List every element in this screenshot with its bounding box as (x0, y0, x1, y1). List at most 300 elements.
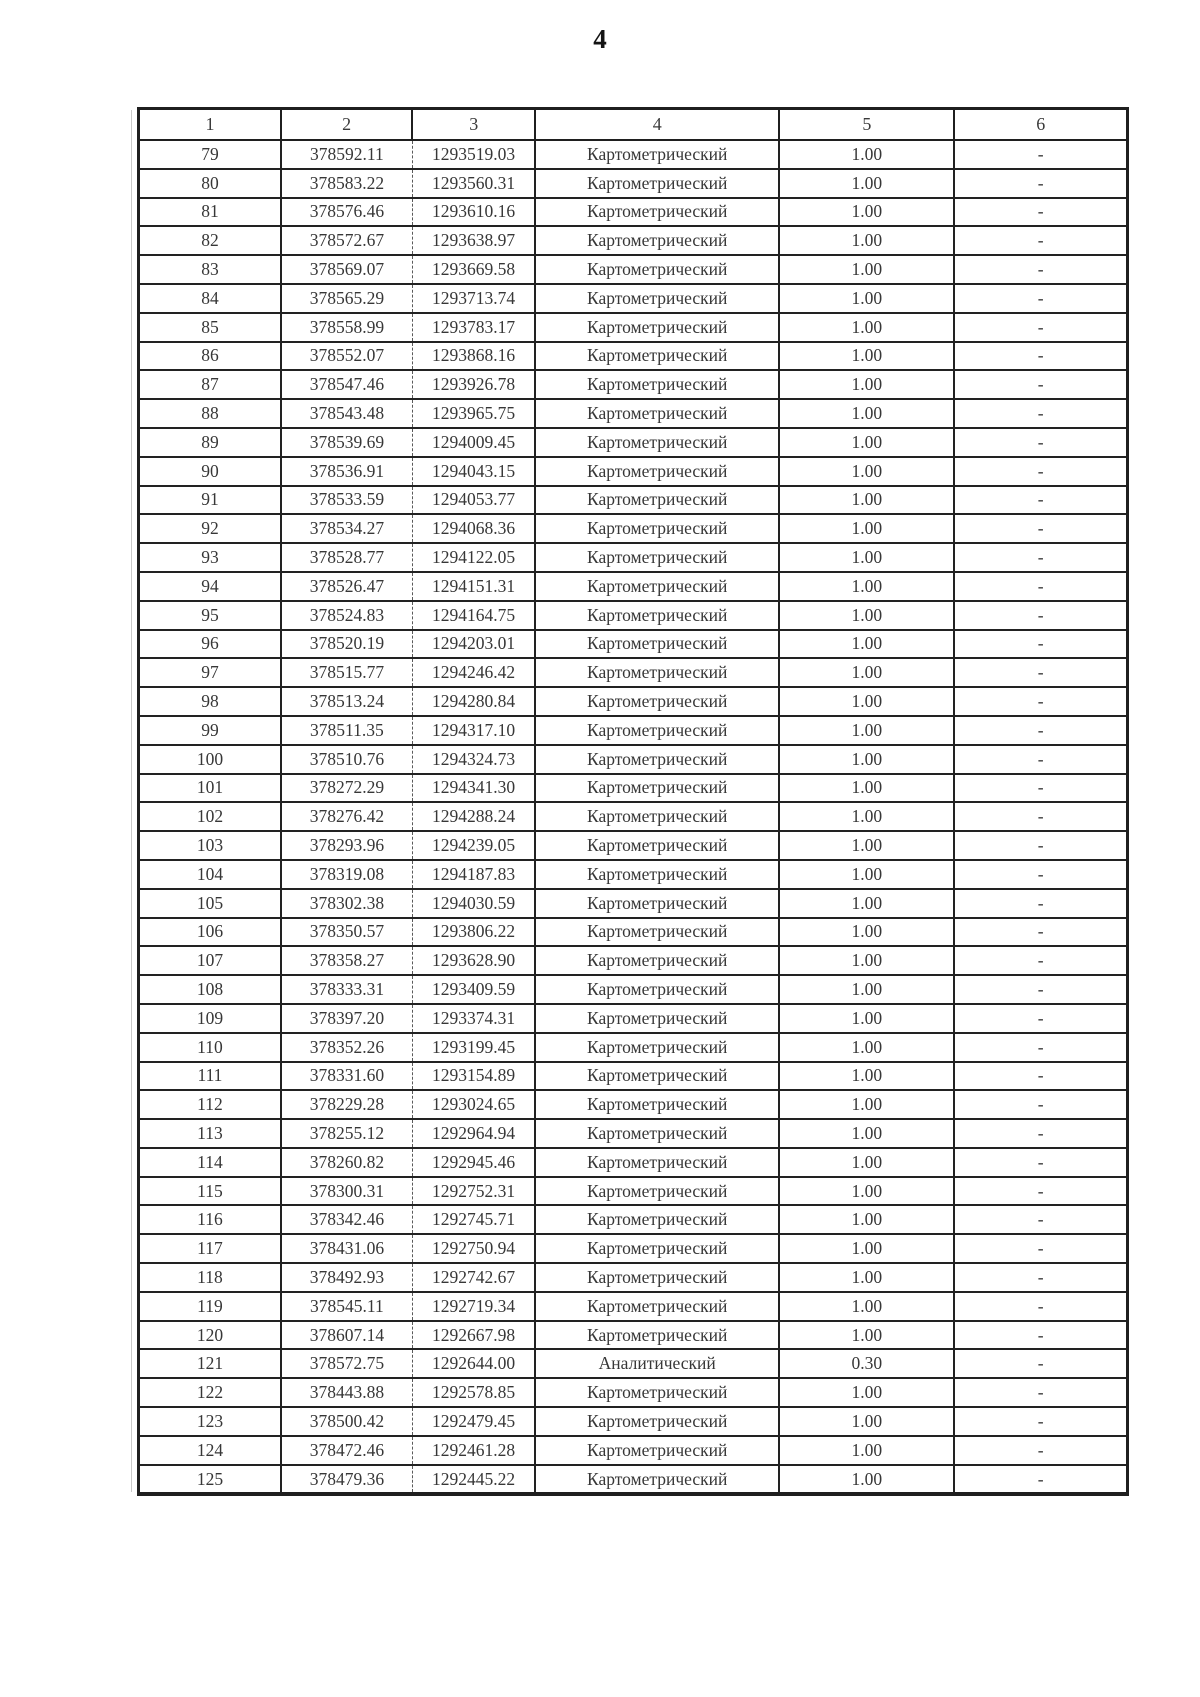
table-row (139, 169, 1128, 198)
note-cell: - (954, 745, 1127, 774)
point-number-cell: 79 (139, 140, 281, 169)
note-cell: - (954, 918, 1127, 947)
point-number-cell: 115 (139, 1177, 281, 1206)
table-row (139, 1119, 1128, 1148)
table-row (139, 514, 1128, 543)
x-coordinate-cell: 378350.57 (281, 918, 413, 947)
precision-cell: 1.00 (779, 1436, 954, 1465)
precision-cell: 1.00 (779, 1062, 954, 1091)
x-coordinate-cell: 378331.60 (281, 1062, 413, 1091)
method-cell: Картометрический (535, 1407, 779, 1436)
note-cell: - (954, 1090, 1127, 1119)
note-cell: - (954, 860, 1127, 889)
x-coordinate-cell: 378300.31 (281, 1177, 413, 1206)
note-cell: - (954, 342, 1127, 371)
table-row (139, 1321, 1128, 1350)
x-coordinate-cell: 378431.06 (281, 1234, 413, 1263)
x-coordinate-cell: 378545.11 (281, 1292, 413, 1321)
precision-cell: 1.00 (779, 169, 954, 198)
point-number-cell: 90 (139, 457, 281, 486)
x-coordinate-cell: 378592.11 (281, 140, 413, 169)
column-header: 2 (281, 109, 413, 141)
precision-cell: 1.00 (779, 774, 954, 803)
point-number-cell: 113 (139, 1119, 281, 1148)
table-row (139, 975, 1128, 1004)
precision-cell: 1.00 (779, 1004, 954, 1033)
point-number-cell: 95 (139, 601, 281, 630)
point-number-cell: 85 (139, 313, 281, 342)
method-cell: Картометрический (535, 1205, 779, 1234)
x-coordinate-cell: 378558.99 (281, 313, 413, 342)
precision-cell: 1.00 (779, 1234, 954, 1263)
table-row (139, 1148, 1128, 1177)
precision-cell: 1.00 (779, 313, 954, 342)
method-cell: Картометрический (535, 428, 779, 457)
note-cell: - (954, 370, 1127, 399)
y-coordinate-cell: 1292719.34 (412, 1292, 535, 1321)
method-cell: Картометрический (535, 1378, 779, 1407)
point-number-cell: 110 (139, 1033, 281, 1062)
x-coordinate-cell: 378333.31 (281, 975, 413, 1004)
point-number-cell: 120 (139, 1321, 281, 1350)
y-coordinate-cell: 1294151.31 (412, 572, 535, 601)
y-coordinate-cell: 1294324.73 (412, 745, 535, 774)
precision-cell: 1.00 (779, 716, 954, 745)
x-coordinate-cell: 378293.96 (281, 831, 413, 860)
y-coordinate-cell: 1293669.58 (412, 255, 535, 284)
method-cell: Картометрический (535, 313, 779, 342)
precision-cell: 1.00 (779, 1378, 954, 1407)
table-row (139, 831, 1128, 860)
y-coordinate-cell: 1294122.05 (412, 543, 535, 572)
precision-cell: 1.00 (779, 658, 954, 687)
note-cell: - (954, 399, 1127, 428)
point-number-cell: 102 (139, 802, 281, 831)
table-row (139, 226, 1128, 255)
table-row (139, 1292, 1128, 1321)
table-row (139, 1378, 1128, 1407)
x-coordinate-cell: 378397.20 (281, 1004, 413, 1033)
precision-cell: 1.00 (779, 140, 954, 169)
precision-cell: 1.00 (779, 1033, 954, 1062)
method-cell: Картометрический (535, 370, 779, 399)
point-number-cell: 104 (139, 860, 281, 889)
point-number-cell: 94 (139, 572, 281, 601)
precision-cell: 1.00 (779, 1465, 954, 1495)
note-cell: - (954, 802, 1127, 831)
table-row (139, 313, 1128, 342)
x-coordinate-cell: 378302.38 (281, 889, 413, 918)
method-cell: Картометрический (535, 658, 779, 687)
y-coordinate-cell: 1293783.17 (412, 313, 535, 342)
note-cell: - (954, 198, 1127, 227)
note-cell: - (954, 514, 1127, 543)
y-coordinate-cell: 1292945.46 (412, 1148, 535, 1177)
y-coordinate-cell: 1294288.24 (412, 802, 535, 831)
method-cell: Картометрический (535, 342, 779, 371)
table-body (139, 140, 1128, 1494)
precision-cell: 1.00 (779, 1177, 954, 1206)
point-number-cell: 116 (139, 1205, 281, 1234)
table-row (139, 457, 1128, 486)
y-coordinate-cell: 1292479.45 (412, 1407, 535, 1436)
note-cell: - (954, 1292, 1127, 1321)
method-cell: Картометрический (535, 889, 779, 918)
column-header: 3 (412, 109, 535, 141)
y-coordinate-cell: 1293560.31 (412, 169, 535, 198)
point-number-cell: 108 (139, 975, 281, 1004)
table-row (139, 745, 1128, 774)
table-row (139, 1407, 1128, 1436)
method-cell: Картометрический (535, 831, 779, 860)
x-coordinate-cell: 378536.91 (281, 457, 413, 486)
note-cell: - (954, 1407, 1127, 1436)
point-number-cell: 105 (139, 889, 281, 918)
method-cell: Картометрический (535, 1177, 779, 1206)
note-cell: - (954, 1004, 1127, 1033)
method-cell: Картометрический (535, 774, 779, 803)
point-number-cell: 121 (139, 1349, 281, 1378)
method-cell: Картометрический (535, 140, 779, 169)
x-coordinate-cell: 378543.48 (281, 399, 413, 428)
table-row (139, 399, 1128, 428)
note-cell: - (954, 831, 1127, 860)
method-cell: Картометрический (535, 1062, 779, 1091)
note-cell: - (954, 946, 1127, 975)
note-cell: - (954, 1205, 1127, 1234)
y-coordinate-cell: 1294341.30 (412, 774, 535, 803)
x-coordinate-cell: 378443.88 (281, 1378, 413, 1407)
precision-cell: 1.00 (779, 1263, 954, 1292)
note-cell: - (954, 716, 1127, 745)
note-cell: - (954, 601, 1127, 630)
method-cell: Картометрический (535, 1234, 779, 1263)
y-coordinate-cell: 1292964.94 (412, 1119, 535, 1148)
x-coordinate-cell: 378513.24 (281, 687, 413, 716)
y-coordinate-cell: 1294053.77 (412, 486, 535, 515)
y-coordinate-cell: 1294030.59 (412, 889, 535, 918)
point-number-cell: 82 (139, 226, 281, 255)
precision-cell: 1.00 (779, 975, 954, 1004)
precision-cell: 1.00 (779, 226, 954, 255)
table-row (139, 630, 1128, 659)
table-row (139, 1062, 1128, 1091)
y-coordinate-cell: 1293610.16 (412, 198, 535, 227)
y-coordinate-cell: 1293024.65 (412, 1090, 535, 1119)
precision-cell: 1.00 (779, 370, 954, 399)
precision-cell: 1.00 (779, 1321, 954, 1350)
table-header (139, 109, 1128, 141)
y-coordinate-cell: 1294187.83 (412, 860, 535, 889)
column-header: 4 (535, 109, 779, 141)
note-cell: - (954, 1119, 1127, 1148)
note-cell: - (954, 457, 1127, 486)
x-coordinate-cell: 378500.42 (281, 1407, 413, 1436)
method-cell: Картометрический (535, 946, 779, 975)
precision-cell: 1.00 (779, 1148, 954, 1177)
point-number-cell: 112 (139, 1090, 281, 1119)
method-cell: Картометрический (535, 1033, 779, 1062)
table-row (139, 1004, 1128, 1033)
method-cell: Картометрический (535, 630, 779, 659)
point-number-cell: 103 (139, 831, 281, 860)
x-coordinate-cell: 378515.77 (281, 658, 413, 687)
table-row (139, 687, 1128, 716)
precision-cell: 1.00 (779, 860, 954, 889)
note-cell: - (954, 658, 1127, 687)
x-coordinate-cell: 378569.07 (281, 255, 413, 284)
x-coordinate-cell: 378607.14 (281, 1321, 413, 1350)
y-coordinate-cell: 1292750.94 (412, 1234, 535, 1263)
x-coordinate-cell: 378526.47 (281, 572, 413, 601)
y-coordinate-cell: 1294280.84 (412, 687, 535, 716)
point-number-cell: 107 (139, 946, 281, 975)
table-row (139, 1436, 1128, 1465)
precision-cell: 1.00 (779, 1292, 954, 1321)
method-cell: Картометрический (535, 1321, 779, 1350)
method-cell: Картометрический (535, 514, 779, 543)
point-number-cell: 84 (139, 284, 281, 313)
note-cell: - (954, 889, 1127, 918)
x-coordinate-cell: 378492.93 (281, 1263, 413, 1292)
point-number-cell: 119 (139, 1292, 281, 1321)
precision-cell: 1.00 (779, 831, 954, 860)
point-number-cell: 111 (139, 1062, 281, 1091)
x-coordinate-cell: 378520.19 (281, 630, 413, 659)
x-coordinate-cell: 378319.08 (281, 860, 413, 889)
point-number-cell: 98 (139, 687, 281, 716)
point-number-cell: 88 (139, 399, 281, 428)
method-cell: Картометрический (535, 975, 779, 1004)
method-cell: Картометрический (535, 169, 779, 198)
point-number-cell: 118 (139, 1263, 281, 1292)
precision-cell: 1.00 (779, 457, 954, 486)
note-cell: - (954, 140, 1127, 169)
note-cell: - (954, 1263, 1127, 1292)
point-number-cell: 117 (139, 1234, 281, 1263)
method-cell: Картометрический (535, 226, 779, 255)
note-cell: - (954, 1033, 1127, 1062)
table-row (139, 1263, 1128, 1292)
method-cell: Картометрический (535, 1119, 779, 1148)
method-cell: Картометрический (535, 918, 779, 947)
precision-cell: 1.00 (779, 889, 954, 918)
precision-cell: 1.00 (779, 1205, 954, 1234)
column-header: 6 (954, 109, 1127, 141)
x-coordinate-cell: 378260.82 (281, 1148, 413, 1177)
precision-cell: 1.00 (779, 946, 954, 975)
x-coordinate-cell: 378272.29 (281, 774, 413, 803)
precision-cell: 0.30 (779, 1349, 954, 1378)
note-cell: - (954, 774, 1127, 803)
method-cell: Аналитический (535, 1349, 779, 1378)
point-number-cell: 101 (139, 774, 281, 803)
table-row (139, 716, 1128, 745)
table-row (139, 284, 1128, 313)
x-coordinate-cell: 378547.46 (281, 370, 413, 399)
point-number-cell: 80 (139, 169, 281, 198)
precision-cell: 1.00 (779, 687, 954, 716)
x-coordinate-cell: 378528.77 (281, 543, 413, 572)
method-cell: Картометрический (535, 601, 779, 630)
precision-cell: 1.00 (779, 255, 954, 284)
y-coordinate-cell: 1292667.98 (412, 1321, 535, 1350)
method-cell: Картометрический (535, 716, 779, 745)
table-row (139, 1205, 1128, 1234)
point-number-cell: 123 (139, 1407, 281, 1436)
precision-cell: 1.00 (779, 572, 954, 601)
y-coordinate-cell: 1293638.97 (412, 226, 535, 255)
table-row (139, 572, 1128, 601)
method-cell: Картометрический (535, 486, 779, 515)
table-row (139, 1465, 1128, 1495)
precision-cell: 1.00 (779, 342, 954, 371)
x-coordinate-cell: 378572.67 (281, 226, 413, 255)
y-coordinate-cell: 1293806.22 (412, 918, 535, 947)
note-cell: - (954, 169, 1127, 198)
point-number-cell: 100 (139, 745, 281, 774)
y-coordinate-cell: 1294203.01 (412, 630, 535, 659)
table-row (139, 889, 1128, 918)
note-cell: - (954, 1234, 1127, 1263)
table-row (139, 1349, 1128, 1378)
x-coordinate-cell: 378472.46 (281, 1436, 413, 1465)
note-cell: - (954, 313, 1127, 342)
x-coordinate-cell: 378552.07 (281, 342, 413, 371)
x-coordinate-cell: 378276.42 (281, 802, 413, 831)
method-cell: Картометрический (535, 1436, 779, 1465)
y-coordinate-cell: 1293409.59 (412, 975, 535, 1004)
precision-cell: 1.00 (779, 918, 954, 947)
y-coordinate-cell: 1292461.28 (412, 1436, 535, 1465)
table-row (139, 658, 1128, 687)
table-row (139, 918, 1128, 947)
note-cell: - (954, 1349, 1127, 1378)
precision-cell: 1.00 (779, 399, 954, 428)
note-cell: - (954, 572, 1127, 601)
precision-cell: 1.00 (779, 601, 954, 630)
note-cell: - (954, 1062, 1127, 1091)
method-cell: Картометрический (535, 255, 779, 284)
method-cell: Картометрический (535, 1263, 779, 1292)
note-cell: - (954, 1177, 1127, 1206)
y-coordinate-cell: 1293154.89 (412, 1062, 535, 1091)
note-cell: - (954, 687, 1127, 716)
table-row (139, 198, 1128, 227)
y-coordinate-cell: 1292752.31 (412, 1177, 535, 1206)
y-coordinate-cell: 1293868.16 (412, 342, 535, 371)
point-number-cell: 86 (139, 342, 281, 371)
x-coordinate-cell: 378229.28 (281, 1090, 413, 1119)
x-coordinate-cell: 378572.75 (281, 1349, 413, 1378)
column-header: 1 (139, 109, 281, 141)
scan-edge-artifact (131, 110, 132, 1492)
method-cell: Картометрический (535, 457, 779, 486)
y-coordinate-cell: 1293713.74 (412, 284, 535, 313)
point-number-cell: 89 (139, 428, 281, 457)
table-row (139, 140, 1128, 169)
method-cell: Картометрический (535, 1090, 779, 1119)
x-coordinate-cell: 378479.36 (281, 1465, 413, 1495)
y-coordinate-cell: 1292745.71 (412, 1205, 535, 1234)
note-cell: - (954, 226, 1127, 255)
x-coordinate-cell: 378342.46 (281, 1205, 413, 1234)
y-coordinate-cell: 1294246.42 (412, 658, 535, 687)
note-cell: - (954, 975, 1127, 1004)
note-cell: - (954, 543, 1127, 572)
point-number-cell: 106 (139, 918, 281, 947)
table-row (139, 802, 1128, 831)
point-number-cell: 87 (139, 370, 281, 399)
precision-cell: 1.00 (779, 428, 954, 457)
point-number-cell: 122 (139, 1378, 281, 1407)
note-cell: - (954, 630, 1127, 659)
y-coordinate-cell: 1292644.00 (412, 1349, 535, 1378)
y-coordinate-cell: 1293374.31 (412, 1004, 535, 1033)
table-row (139, 601, 1128, 630)
note-cell: - (954, 284, 1127, 313)
note-cell: - (954, 255, 1127, 284)
point-number-cell: 92 (139, 514, 281, 543)
table-row (139, 342, 1128, 371)
method-cell: Картометрический (535, 399, 779, 428)
x-coordinate-cell: 378255.12 (281, 1119, 413, 1148)
note-cell: - (954, 428, 1127, 457)
method-cell: Картометрический (535, 745, 779, 774)
x-coordinate-cell: 378539.69 (281, 428, 413, 457)
precision-cell: 1.00 (779, 486, 954, 515)
precision-cell: 1.00 (779, 1090, 954, 1119)
y-coordinate-cell: 1292742.67 (412, 1263, 535, 1292)
x-coordinate-cell: 378358.27 (281, 946, 413, 975)
note-cell: - (954, 486, 1127, 515)
header-row (139, 109, 1128, 141)
table-row (139, 255, 1128, 284)
point-number-cell: 93 (139, 543, 281, 572)
precision-cell: 1.00 (779, 802, 954, 831)
precision-cell: 1.00 (779, 1119, 954, 1148)
table-row (139, 1090, 1128, 1119)
y-coordinate-cell: 1293628.90 (412, 946, 535, 975)
method-cell: Картометрический (535, 1292, 779, 1321)
table-row (139, 370, 1128, 399)
method-cell: Картометрический (535, 687, 779, 716)
y-coordinate-cell: 1294009.45 (412, 428, 535, 457)
precision-cell: 1.00 (779, 198, 954, 227)
x-coordinate-cell: 378565.29 (281, 284, 413, 313)
table-row (139, 428, 1128, 457)
x-coordinate-cell: 378576.46 (281, 198, 413, 227)
x-coordinate-cell: 378533.59 (281, 486, 413, 515)
y-coordinate-cell: 1294043.15 (412, 457, 535, 486)
method-cell: Картометрический (535, 284, 779, 313)
table-row (139, 1177, 1128, 1206)
point-number-cell: 109 (139, 1004, 281, 1033)
x-coordinate-cell: 378510.76 (281, 745, 413, 774)
method-cell: Картометрический (535, 1148, 779, 1177)
coordinates-table (137, 107, 1129, 1496)
note-cell: - (954, 1378, 1127, 1407)
precision-cell: 1.00 (779, 745, 954, 774)
method-cell: Картометрический (535, 802, 779, 831)
y-coordinate-cell: 1293199.45 (412, 1033, 535, 1062)
y-coordinate-cell: 1294068.36 (412, 514, 535, 543)
method-cell: Картометрический (535, 1465, 779, 1495)
point-number-cell: 99 (139, 716, 281, 745)
note-cell: - (954, 1465, 1127, 1495)
x-coordinate-cell: 378511.35 (281, 716, 413, 745)
column-header: 5 (779, 109, 954, 141)
